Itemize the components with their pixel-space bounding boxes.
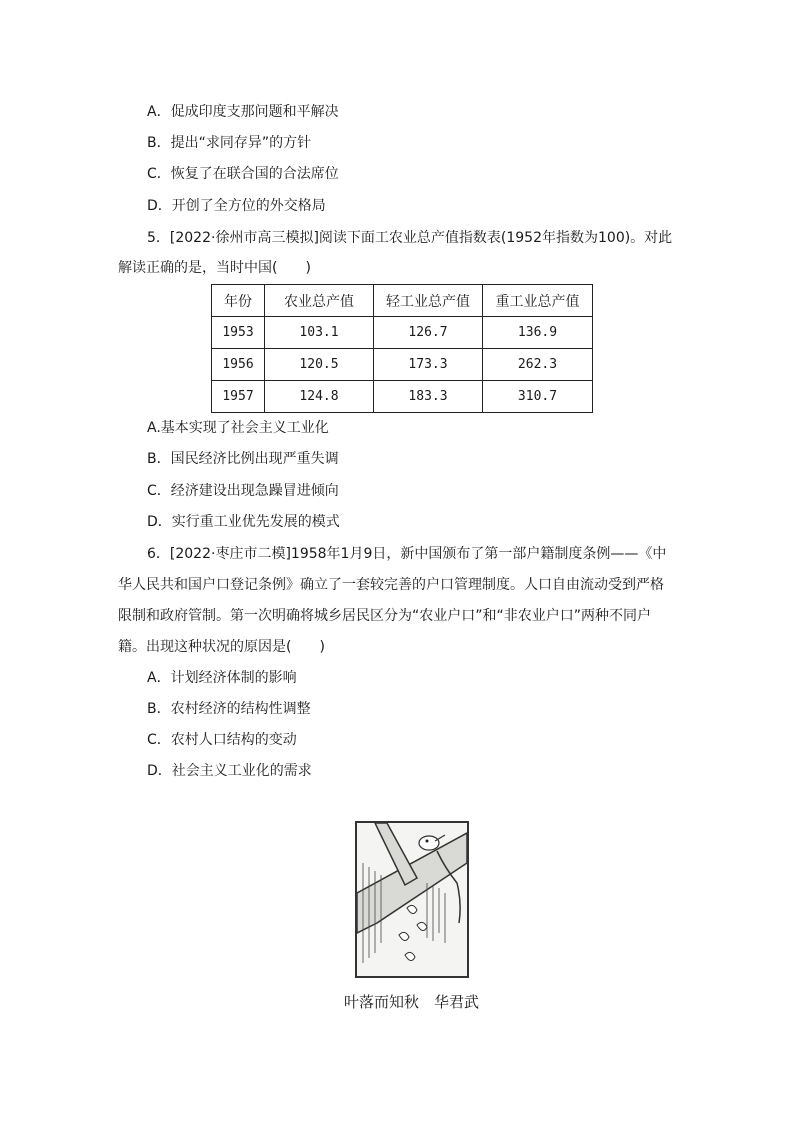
table-cell: 183.3: [374, 381, 483, 413]
q6-stem-line3: 限制和政府管制。第一次明确将城乡居民区分为“农业户口”和“非农业户口”两种不同户: [118, 608, 652, 624]
table-cell: 126.7: [374, 317, 483, 349]
q6-stem-line1: 6．[2022·枣庄市二模]1958年1月9日，新中国颁布了第一部户籍制度条例——《中: [147, 546, 667, 562]
table-cell: 124.8: [265, 381, 374, 413]
bird-icon: [419, 836, 439, 850]
q6-option-c: C．农村人口结构的变动: [147, 732, 297, 748]
figure-caption: 叶落而知秋 华君武: [344, 993, 480, 1011]
table-cell: 136.9: [483, 317, 593, 349]
table-cell: 1956: [212, 349, 265, 381]
q5-option-b: B．国民经济比例出现严重失调: [147, 451, 339, 467]
table-row: [212, 381, 593, 413]
option-c: C．恢复了在联合国的合法席位: [147, 166, 339, 182]
table-row: [212, 349, 593, 381]
table-cell: 120.5: [265, 349, 374, 381]
q6-option-d: D．社会主义工业化的需求: [147, 763, 312, 779]
table-cell: 310.7: [483, 381, 593, 413]
table-cell: 103.1: [265, 317, 374, 349]
table-cell: 1953: [212, 317, 265, 349]
q5-option-c: C．经济建设出现急躁冒进倾向: [147, 483, 339, 499]
table-header: 重工业总产值: [483, 285, 593, 317]
option-d: D．开创了全方位的外交格局: [147, 198, 326, 214]
q6-stem-line4: 籍。出现这种状况的原因是( ): [118, 639, 325, 655]
leaf-icon: [417, 922, 427, 930]
table-row: [212, 317, 593, 349]
q6-stem-line2: 华人民共和国户口登记条例》确立了一套较完善的户口管理制度。人口自由流动受到严格: [118, 577, 664, 593]
option-b: B．提出“求同存异”的方针: [147, 135, 312, 151]
table-cell: 173.3: [374, 349, 483, 381]
table-header: 农业总产值: [265, 285, 374, 317]
cartoon-drawing: [357, 823, 467, 976]
q5-option-d: D．实行重工业优先发展的模式: [147, 514, 340, 530]
table-header: 轻工业总产值: [374, 285, 483, 317]
q6-option-a: A．计划经济体制的影响: [147, 670, 297, 686]
leaf-icon: [405, 952, 415, 960]
cartoon-image: [355, 821, 469, 978]
q6-option-b: B．农村经济的结构性调整: [147, 701, 311, 717]
table-cell: 262.3: [483, 349, 593, 381]
leaf-icon: [407, 905, 417, 913]
table-cell: 1957: [212, 381, 265, 413]
q5-stem-line1: 5．[2022·徐州市高三模拟]阅读下面工农业总产值指数表(1952年指数为100)。对此: [147, 230, 673, 246]
leaf-icon: [399, 932, 409, 940]
production-index-table: [211, 284, 593, 413]
table-header-row: [212, 285, 593, 317]
q5-option-a: A.基本实现了社会主义工业化: [147, 420, 329, 436]
option-a: A．促成印度支那问题和平解决: [147, 104, 339, 120]
q5-stem-line2: 解读正确的是，当时中国( ): [118, 260, 311, 276]
table-header: 年份: [212, 285, 265, 317]
